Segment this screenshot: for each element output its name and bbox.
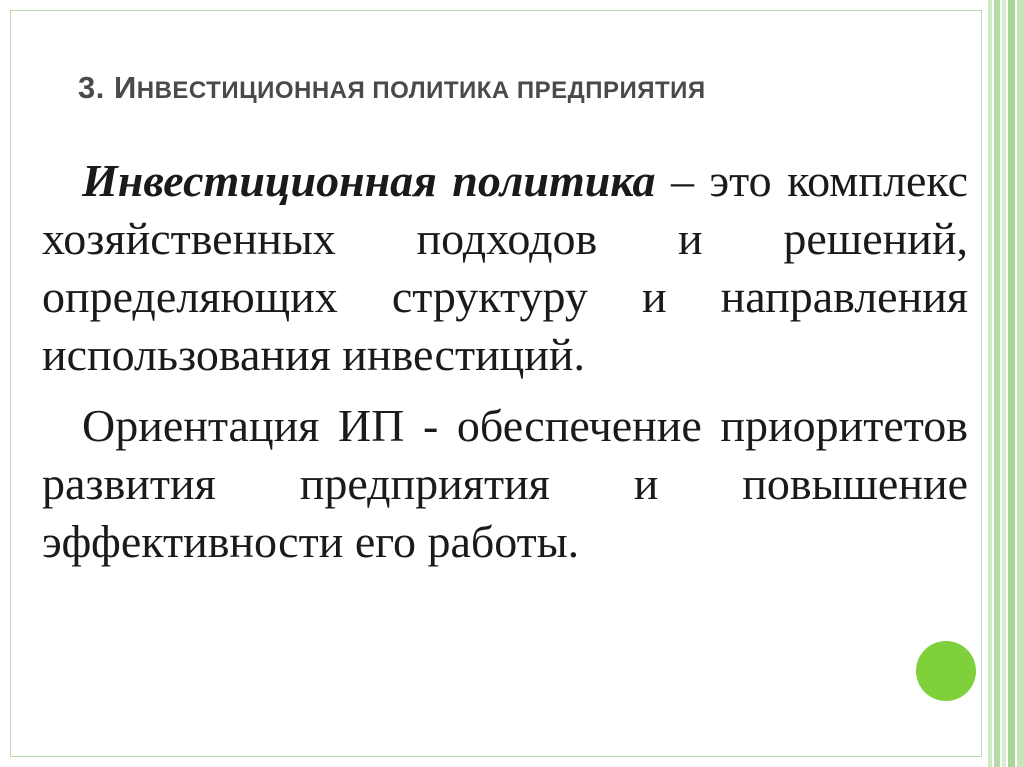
orientation-paragraph: Ориентация ИП - обеспечение приоритетов развития предприятия и повышение эффективности его работы.: [42, 400, 968, 567]
definition-term: Инвестиционная политика: [82, 155, 656, 206]
green-circle-ornament: [916, 641, 976, 701]
decorative-stripe: [988, 0, 992, 767]
slide-body: [42, 152, 968, 571]
slide-title-rest: НВЕСТИЦИОННАЯ ПОЛИТИКА ПРЕДПРИЯТИЯ: [136, 77, 706, 104]
slide-title: [78, 70, 706, 106]
slide-title-number: 3. И: [78, 70, 137, 105]
decorative-stripe: [1017, 0, 1024, 767]
decorative-stripe: [1008, 0, 1015, 767]
decorative-stripe: [994, 0, 1000, 767]
definition-paragraph: [42, 152, 968, 384]
definition-text: – это комплекс хозяйственных подходов и решений, определяющих структуру и направления использования инвестиций.: [42, 155, 968, 380]
decorative-stripe: [1002, 0, 1006, 767]
